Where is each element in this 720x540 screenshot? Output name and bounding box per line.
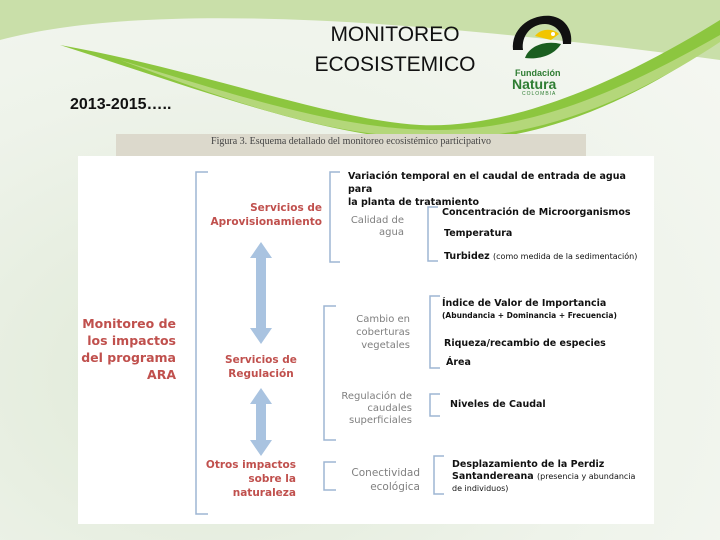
figure-caption: Figura 3. Esquema detallado del monitoreo ecosistémico participativo bbox=[211, 136, 491, 147]
leaf-microorganismos: Concentración de Microorganismos bbox=[442, 207, 631, 218]
leaf-desplazamiento-line-2-label: Santandereana bbox=[452, 471, 534, 482]
service-aprov-line-1: Servicios de bbox=[250, 202, 322, 214]
leaf-desplazamiento-line-1: Desplazamiento de la Perdiz bbox=[452, 459, 605, 470]
sub-regulacion-caudales bbox=[336, 391, 412, 427]
service-otros-line-2: sobre la bbox=[248, 473, 296, 485]
service-aprovisionamiento bbox=[206, 201, 322, 229]
logo-text-colombia: COLOMBIA bbox=[522, 91, 557, 97]
root-line-4: ARA bbox=[147, 367, 176, 382]
service-otros bbox=[200, 458, 296, 500]
arrow-up-down-2 bbox=[250, 388, 272, 456]
arrow-up-down-1 bbox=[250, 242, 272, 344]
title-line-2: ECOSISTEMICO bbox=[314, 53, 476, 76]
sub-calidad bbox=[342, 215, 404, 239]
cambio-bracket bbox=[430, 296, 440, 368]
leaf-temperatura: Temperatura bbox=[444, 228, 513, 239]
leaf-riqueza: Riqueza/recambio de especies bbox=[444, 338, 606, 349]
calidad-bracket bbox=[428, 207, 438, 261]
sub-caudales-line-1: Regulación de bbox=[341, 391, 412, 402]
leaf-niveles: Niveles de Caudal bbox=[450, 399, 546, 410]
service-reg-line-1: Servicios de bbox=[225, 354, 297, 366]
logo-text-natura: Natura bbox=[512, 76, 557, 92]
service-otros-line-1: Otros impactos bbox=[205, 459, 296, 471]
period-label: 2013-2015….. bbox=[70, 96, 172, 113]
sub-cambio bbox=[340, 313, 410, 352]
sub-cambio-line-2: coberturas bbox=[356, 327, 410, 338]
leaf-indice-note: (Abundancia + Dominancia + Frecuencia) bbox=[442, 311, 617, 320]
leaf-desplazamiento-line-3: de individuos) bbox=[452, 484, 509, 493]
leaf-area: Área bbox=[446, 357, 471, 368]
sub-calidad-line-2: agua bbox=[379, 227, 404, 238]
aprovisionamiento-bracket bbox=[330, 172, 340, 262]
root-line-2: los impactos bbox=[87, 333, 176, 348]
regulacion-bracket bbox=[324, 306, 336, 440]
root-line-3: del programa bbox=[81, 350, 176, 365]
leaf-variacion-line-1: Variación temporal en el caudal de entrada de agua para bbox=[348, 171, 626, 195]
leaf-indice: Índice de Valor de Importancia bbox=[442, 298, 607, 309]
caudales-bracket bbox=[430, 394, 440, 416]
service-regulacion bbox=[206, 353, 316, 381]
service-aprov-line-2: Aprovisionamiento bbox=[210, 216, 322, 228]
logo-text-fundacion: Fundación bbox=[515, 68, 561, 78]
service-otros-line-3: naturaleza bbox=[232, 487, 296, 499]
sub-conectividad-line-2: ecológica bbox=[370, 481, 420, 493]
leaf-turbidez-note: (como medida de la sedimentación) bbox=[493, 252, 638, 261]
root-node bbox=[80, 315, 176, 383]
leaf-desplazamiento-line-2-note: (presencia y abundancia bbox=[537, 472, 636, 481]
sub-caudales-line-3: superficiales bbox=[348, 415, 412, 426]
leaf-variacion-line-2: la planta de tratamiento bbox=[348, 197, 480, 208]
sub-conectividad bbox=[340, 466, 420, 494]
sub-conectividad-line-1: Conectividad bbox=[351, 467, 420, 479]
leaf-variacion bbox=[348, 170, 628, 209]
otros-bracket bbox=[324, 462, 336, 490]
leaf-desplazamiento-line-2 bbox=[452, 471, 642, 483]
sub-cambio-line-1: Cambio en bbox=[356, 314, 410, 325]
title-line-1: MONITOREO bbox=[330, 23, 460, 46]
conectividad-bracket bbox=[434, 456, 444, 494]
root-line-1: Monitoreo de bbox=[82, 316, 176, 331]
leaf-desplazamiento bbox=[452, 459, 642, 495]
leaf-turbidez-label: Turbidez bbox=[444, 251, 490, 262]
service-reg-line-2: Regulación bbox=[228, 368, 294, 380]
sub-cambio-line-3: vegetales bbox=[361, 340, 410, 351]
sub-calidad-line-1: Calidad de bbox=[350, 215, 404, 226]
sub-caudales-line-2: caudales bbox=[367, 403, 412, 414]
leaf-turbidez bbox=[444, 251, 637, 262]
